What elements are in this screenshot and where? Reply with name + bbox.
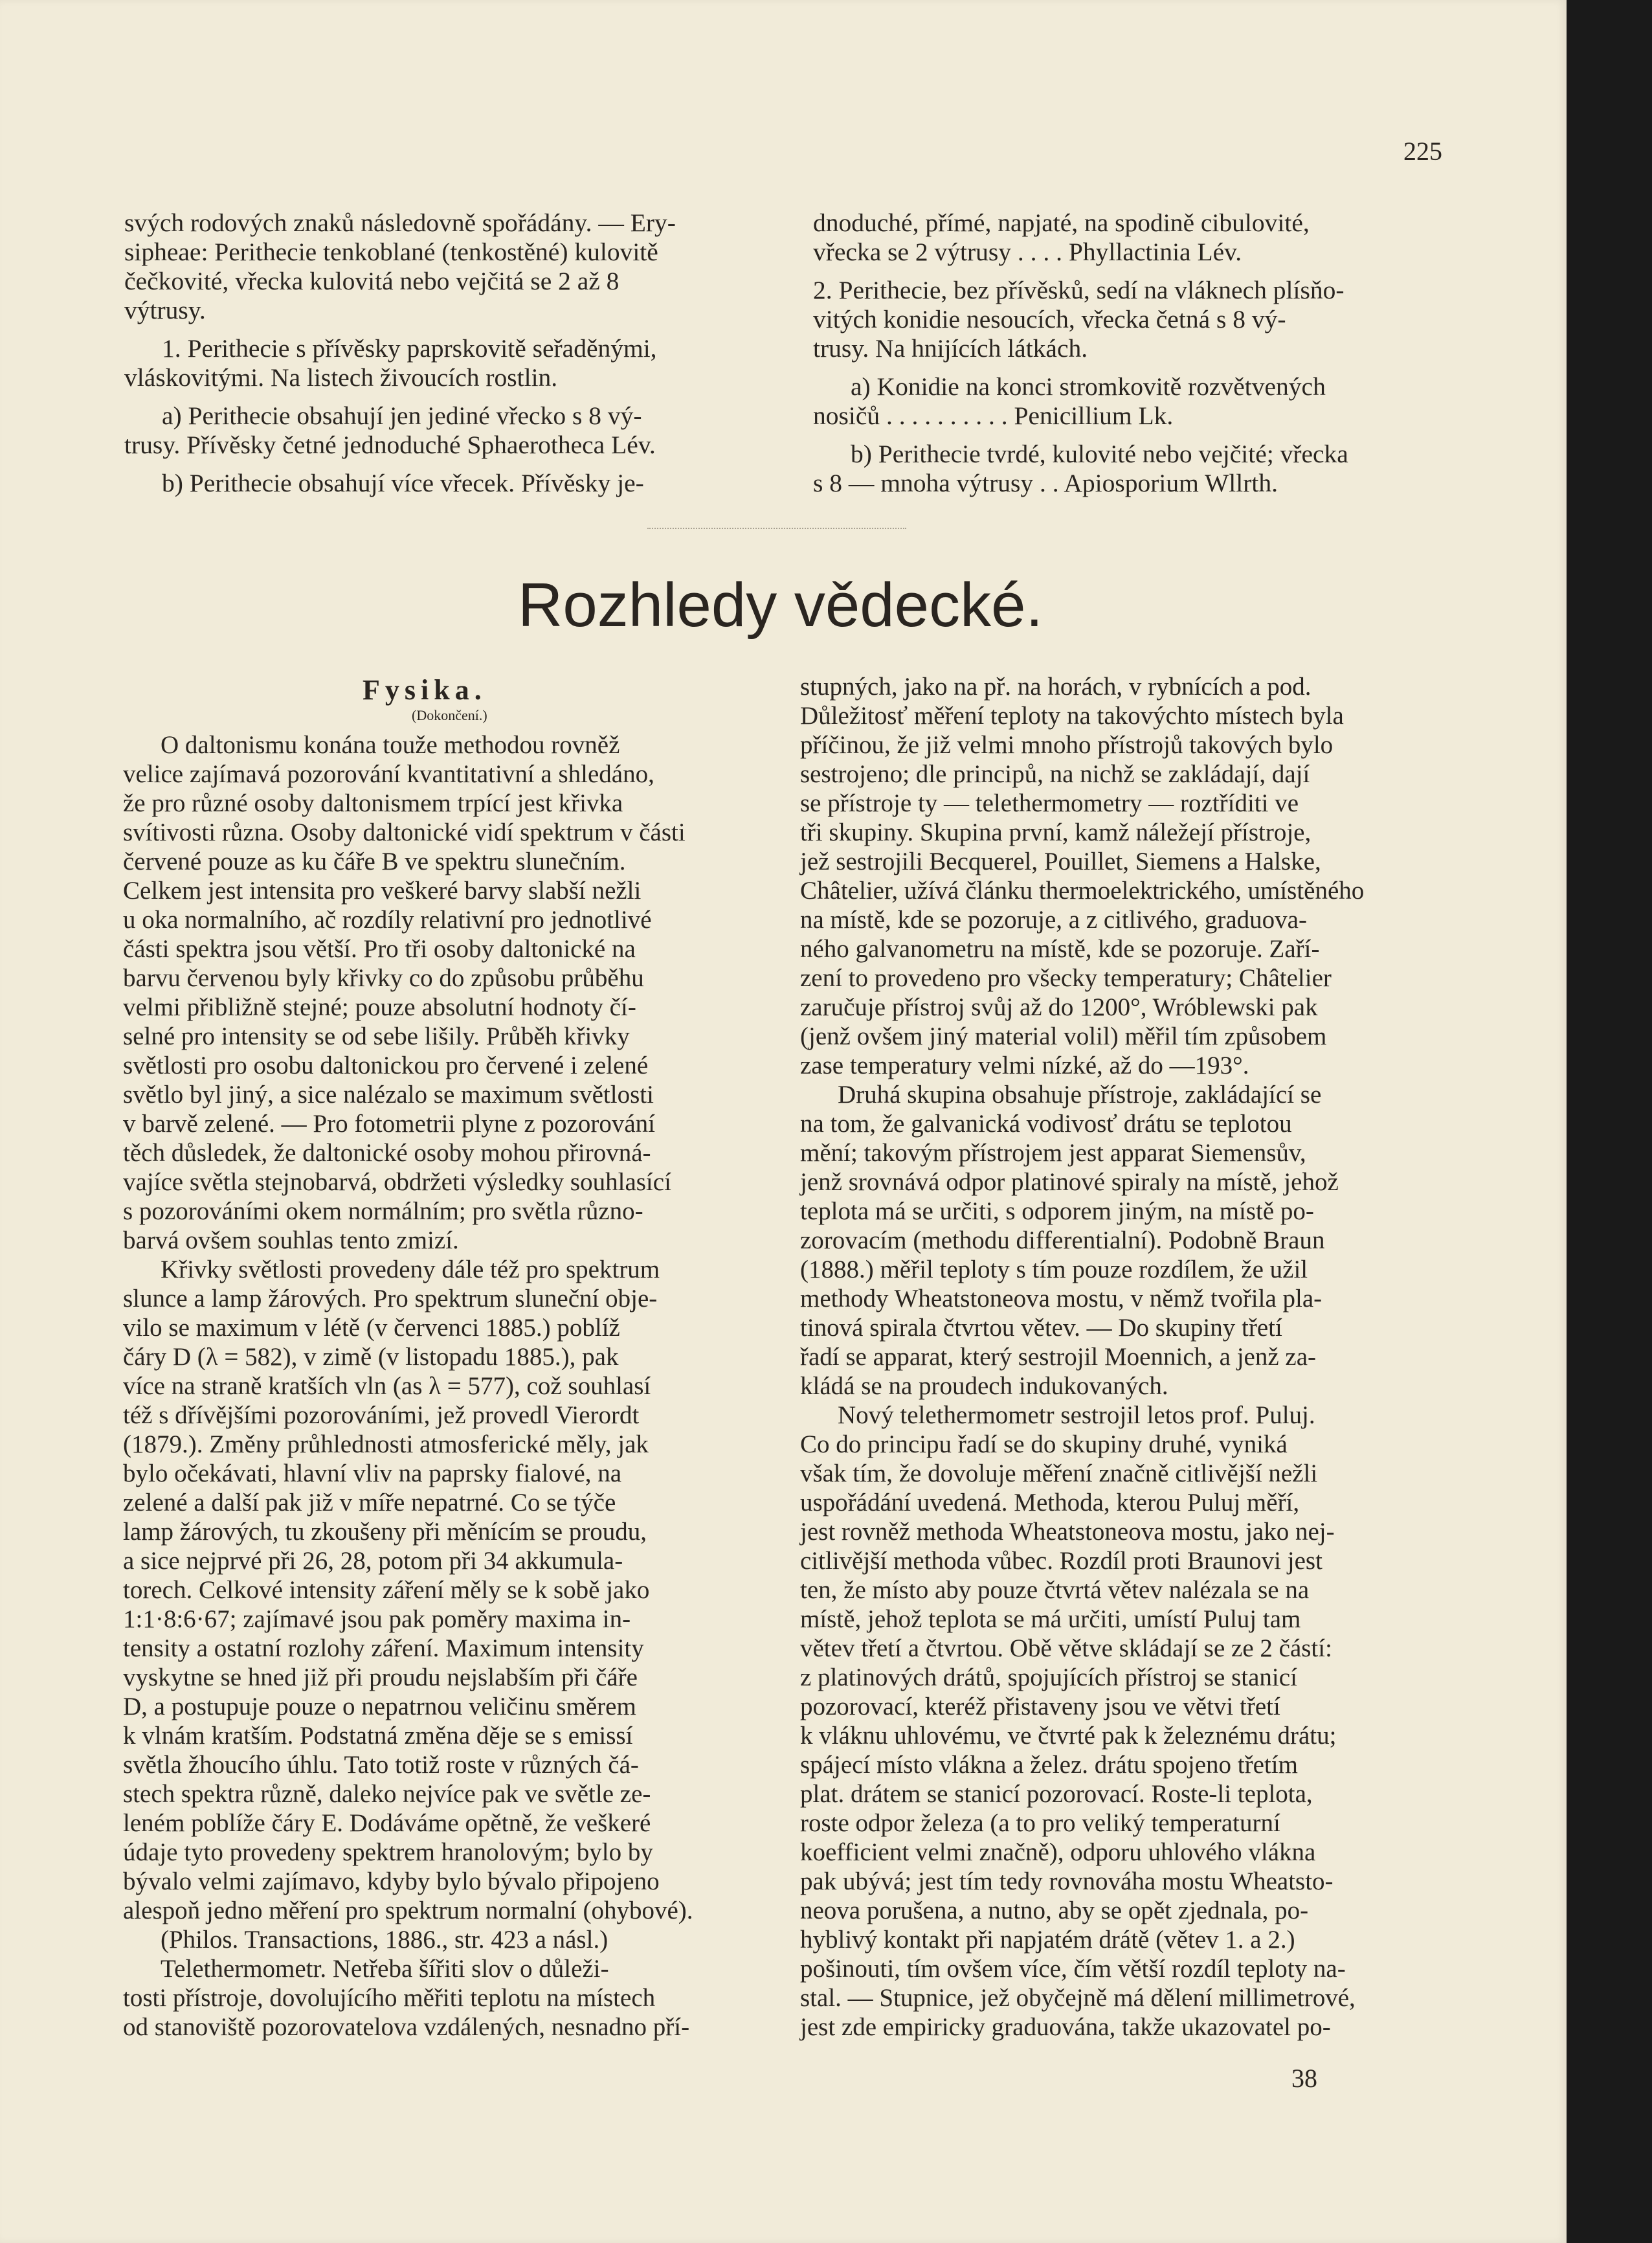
text-line: trusy. Přívěsky četné jednoduché Sphaerotheca Lév. bbox=[124, 431, 656, 459]
text-line: místě, jehož teplota se má určiti, umístí Puluj tam bbox=[800, 1605, 1301, 1633]
text-line: D, a postupuje pouze o nepatrnou veličinu směrem bbox=[123, 1693, 636, 1720]
text-line: Druhá skupina obsahuje přístroje, zakládající se bbox=[838, 1081, 1322, 1109]
text-line: (1879.). Změny průhlednosti atmosferické měly, jak bbox=[123, 1430, 649, 1458]
text-line: jest zde empiricky graduována, takže ukazovatel po- bbox=[800, 2013, 1331, 2041]
text-line: na tom, že galvanická vodivosť drátu se teplotou bbox=[800, 1110, 1292, 1138]
ornament-divider bbox=[647, 528, 906, 533]
text-line: kládá se na proudech indukovaných. bbox=[800, 1372, 1168, 1400]
text-line: tři skupiny. Skupina první, kamž náležejí přístroje, bbox=[800, 818, 1312, 846]
text-line: zase temperatury velmi nízké, až do —193°. bbox=[800, 1052, 1249, 1079]
text-line: bylo očekávati, hlavní vliv na paprsky fialové, na bbox=[123, 1460, 622, 1487]
text-line: tensity a ostatní rozlohy záření. Maximum intensity bbox=[123, 1634, 644, 1662]
text-line: však tím, že dovoluje měření značně citlivější nežli bbox=[800, 1460, 1318, 1487]
text-line: světlosti pro osobu daltonickou pro červené i zelené bbox=[123, 1052, 649, 1079]
top-left-column bbox=[124, 209, 765, 498]
text-line: tosti přístroje, dovolujícího měřiti teplotu na místech bbox=[123, 1984, 656, 2012]
text-line: sestrojeno; dle principů, na nichž se zakládají, dají bbox=[800, 760, 1310, 788]
text-line: pak ubývá; jest tím tedy rovnováha mostu Wheatsto- bbox=[800, 1867, 1334, 1895]
page-number: 225 bbox=[1403, 137, 1442, 166]
text-line: 1:1·8:6·67; zajímavé jsou pak poměry maxima in- bbox=[123, 1605, 631, 1633]
text-line: trusy. Na hnijících látkách. bbox=[813, 334, 1088, 363]
text-line: výtrusy. bbox=[124, 296, 206, 324]
text-line: teplota má se určiti, s odporem jiným, na místě po- bbox=[800, 1197, 1314, 1225]
text-line: slunce a lamp žárových. Pro spektrum sluneční obje- bbox=[123, 1285, 658, 1313]
text-line: stupných, jako na př. na horách, v rybnících a pod. bbox=[800, 673, 1312, 701]
text-line: k vlnám kratším. Podstatná změna děje se s emissí bbox=[123, 1722, 633, 1750]
text-line: koefficient velmi značně), odporu uhlového vlákna bbox=[800, 1838, 1316, 1866]
left-column bbox=[123, 730, 764, 2042]
text-line: zelené a další pak již v míře nepatrné. Co se týče bbox=[123, 1489, 616, 1516]
text-line: se přístroje ty — telethermometry — roztříditi ve bbox=[800, 789, 1299, 817]
sheet-number: 38 bbox=[1291, 2064, 1317, 2093]
text-line: s 8 — mnoha výtrusy . . Apiosporium Wllrth. bbox=[813, 469, 1278, 497]
text-line: 1. Perithecie s přívěsky paprskovitě seřaděnými, bbox=[162, 334, 657, 363]
text-line: vilo se maximum v létě (v červenci 1885.) poblíž bbox=[123, 1314, 620, 1342]
section-heading: Rozhledy vědecké. bbox=[518, 570, 1044, 640]
text-line: spájecí místo vlákna a želez. drátu spojeno třetím bbox=[800, 1751, 1298, 1779]
text-line: těch důsledek, že daltonické osoby mohou přirovná- bbox=[123, 1139, 651, 1167]
text-line: v barvě zelené. — Pro fotometrii plyne z pozorování bbox=[123, 1110, 655, 1138]
text-line: barvá ovšem souhlas tento zmizí. bbox=[123, 1226, 459, 1254]
text-line: svých rodových znaků následovně spořádány. — Ery- bbox=[124, 209, 676, 237]
text-line: čečkovité, vřecka kulovitá nebo vejčitá se 2 až 8 bbox=[124, 267, 620, 295]
top-right-column bbox=[813, 209, 1444, 498]
text-line: mění; takovým přístrojem jest apparat Siemensův, bbox=[800, 1139, 1306, 1167]
text-line: plat. drátem se stanicí pozorovací. Roste-li teplota, bbox=[800, 1780, 1313, 1808]
text-line: vajíce světla stejnobarvá, obdržeti výsledky souhlasící bbox=[123, 1168, 671, 1196]
text-line: že pro různé osoby daltonismem trpící jest křivka bbox=[123, 789, 623, 817]
text-line: a sice nejprvé při 26, 28, potom při 34 akkumula- bbox=[123, 1547, 623, 1575]
text-line: 2. Perithecie, bez přívěsků, sedí na vláknech plísňo- bbox=[813, 276, 1345, 304]
text-line: uspořádání uvedená. Methoda, kterou Puluj měří, bbox=[800, 1489, 1300, 1516]
text-line: vřecka se 2 výtrusy . . . . Phyllactinia Lév. bbox=[813, 238, 1242, 266]
text-line: u oka normalního, ač rozdíly relativní pro jednotlivé bbox=[123, 906, 652, 934]
text-line: červené pouze as ku čáře B ve spektru slunečním. bbox=[123, 848, 626, 875]
text-line: a) Konidie na konci stromkovitě rozvětvených bbox=[851, 372, 1326, 401]
text-line: též s dřívějšími pozorováními, jež provedl Vierordt bbox=[123, 1401, 640, 1429]
text-line: Châtelier, užívá článku thermoelektrického, umístěného bbox=[800, 877, 1365, 905]
text-line: barvu červenou byly křivky co do způsobu průběhu bbox=[123, 964, 644, 992]
text-line: z platinových drátů, spojujících přístroj se stanicí bbox=[800, 1663, 1297, 1691]
text-line: vyskytne se hned již při proudu nejslabším při čáře bbox=[123, 1663, 638, 1691]
right-column bbox=[800, 672, 1444, 2042]
text-line: citlivější methoda vůbec. Rozdíl proti Braunovi jest bbox=[800, 1547, 1323, 1575]
text-line: b) Perithecie obsahují více vřecek. Přívěsky je- bbox=[162, 469, 644, 497]
text-line: zaručuje přístroj svůj až do 1200°, Wróblewski pak bbox=[800, 993, 1318, 1021]
text-line: tinová spirala čtvrtou větev. — Do skupiny třetí bbox=[800, 1314, 1282, 1342]
text-line: s pozorováními okem normálním; pro světla různo- bbox=[123, 1197, 643, 1225]
subsection-title: Fysika. bbox=[363, 674, 487, 706]
text-line: Křivky světlosti provedeny dále též pro spektrum bbox=[161, 1256, 660, 1283]
text-line: světlo byl jiný, a sice nalézalo se maximum světlosti bbox=[123, 1081, 654, 1109]
text-line: na místě, kde se pozoruje, a z citlivého, graduova- bbox=[800, 906, 1307, 934]
text-line: (jenž ovšem jiný material volil) měřil tím způsobem bbox=[800, 1022, 1327, 1050]
text-line: více na straně kratších vln (as λ = 577), což souhlasí bbox=[123, 1372, 651, 1400]
text-line: velmi přibližně stejné; pouze absolutní hodnoty čí- bbox=[123, 993, 636, 1021]
text-line: vláskovitými. Na listech živoucích rostlin. bbox=[124, 363, 558, 392]
text-line: selné pro intensity se od sebe lišily. Průběh křivky bbox=[123, 1022, 630, 1050]
text-line: (1888.) měřil teploty s tím pouze rozdílem, že užil bbox=[800, 1256, 1308, 1283]
text-line: svítivosti různa. Osoby daltonické vidí spektrum v části bbox=[123, 818, 686, 846]
text-line: ten, že místo aby pouze čtvrtá větev nalézala se na bbox=[800, 1576, 1310, 1604]
text-line: methody Wheatstoneova mostu, v němž tvořila pla- bbox=[800, 1285, 1323, 1313]
text-line: jenž srovnává odpor platinové spiraly na místě, jehož bbox=[800, 1168, 1339, 1196]
text-line: k vláknu uhlovému, ve čtvrté pak k železnému drátu; bbox=[800, 1722, 1337, 1750]
text-line: alespoň jedno měření pro spektrum normalní (ohybové). bbox=[123, 1897, 693, 1924]
text-line: větev třetí a čtvrtou. Obě větve skládají se ze 2 částí: bbox=[800, 1634, 1332, 1662]
text-line: zorovacím (methodu differentialní). Podobně Braun bbox=[800, 1226, 1325, 1254]
text-line: O daltonismu konána touže methodou rovněž bbox=[161, 731, 620, 759]
text-line: ného galvanometru na místě, kde se pozoruje. Zaří- bbox=[800, 935, 1320, 963]
text-line: Co do principu řadí se do skupiny druhé, vyniká bbox=[800, 1430, 1288, 1458]
text-line: roste odpor železa (a to pro veliký temperaturní bbox=[800, 1809, 1280, 1837]
text-line: sipheae: Perithecie tenkoblané (tenkostěné) kulovitě bbox=[124, 238, 658, 266]
text-line: velice zajímavá pozorování kvantitativní a shledáno, bbox=[123, 760, 654, 788]
text-line: Telethermometr. Netřeba šířiti slov o důleži- bbox=[161, 1955, 609, 1983]
text-line: čáry D (λ = 582), v zimě (v listopadu 1885.), pak bbox=[123, 1343, 619, 1371]
text-line: jest rovněž methoda Wheatstoneova mostu, jako nej- bbox=[800, 1518, 1335, 1546]
text-line: lamp žárových, tu zkoušeny při měnícím se proudu, bbox=[123, 1518, 647, 1546]
text-line: Celkem jest intensita pro veškeré barvy slabší nežli bbox=[123, 877, 642, 905]
text-line: bývalo velmi zajímavo, kdyby bylo bývalo připojeno bbox=[123, 1867, 660, 1895]
text-line: od stanoviště pozorovatelova vzdálených, nesnadno pří- bbox=[123, 2013, 690, 2041]
text-line: (Philos. Transactions, 1886., str. 423 a násl.) bbox=[161, 1926, 608, 1954]
text-line: stal. — Stupnice, jež obyčejně má dělení millimetrové, bbox=[800, 1984, 1356, 2012]
text-line: a) Perithecie obsahují jen jediné vřecko s 8 vý- bbox=[162, 401, 642, 430]
text-line: jež sestrojili Becquerel, Pouillet, Siemens a Halske, bbox=[800, 848, 1321, 875]
text-line: světla žhoucího úhlu. Tato totiž roste v různých čá- bbox=[123, 1751, 639, 1779]
text-line: části spektra jsou větší. Pro tři osoby daltonické na bbox=[123, 935, 636, 963]
text-line: Nový telethermometr sestrojil letos prof. Puluj. bbox=[838, 1401, 1315, 1429]
text-line: vitých konidie nesoucích, vřecka četná s 8 vý- bbox=[813, 305, 1286, 333]
text-line: torech. Celkové intensity záření měly se k sobě jako bbox=[123, 1576, 650, 1604]
text-line: dnoduché, přímé, napjaté, na spodině cibulovité, bbox=[813, 209, 1310, 237]
text-line: stech spektra různě, daleko nejvíce pak ve světle ze- bbox=[123, 1780, 651, 1808]
text-line: příčinou, že již velmi mnoho přístrojů takových bylo bbox=[800, 731, 1334, 759]
text-line: nosičů . . . . . . . . . . Penicillium Lk. bbox=[813, 401, 1174, 430]
text-line: pošinouti, tím ovšem více, čím větší rozdíl teploty na- bbox=[800, 1955, 1346, 1983]
text-line: zení to provedeno pro všecky temperatury; Châtelier bbox=[800, 964, 1332, 992]
text-line: leném poblíže čáry E. Dodáváme opětně, že veškeré bbox=[123, 1809, 651, 1837]
text-line: neova porušena, a nutno, aby se opět zjednala, po- bbox=[800, 1897, 1309, 1924]
subsection-note: (Dokončení.) bbox=[412, 707, 487, 723]
text-line: b) Perithecie tvrdé, kulovité nebo vejčité; vřecka bbox=[851, 440, 1348, 468]
text-line: řadí se apparat, který sestrojil Moennich, a jenž za- bbox=[800, 1343, 1317, 1371]
text-line: Důležitosť měření teploty na takovýchto místech byla bbox=[800, 702, 1344, 730]
text-line: údaje tyto provedeny spektrem hranolovým; bylo by bbox=[123, 1838, 653, 1866]
text-line: hyblivý kontakt při napjatém drátě (větev 1. a 2.) bbox=[800, 1926, 1295, 1954]
text-line: pozorovací, kteréž přistaveny jsou ve větvi třetí bbox=[800, 1693, 1280, 1720]
